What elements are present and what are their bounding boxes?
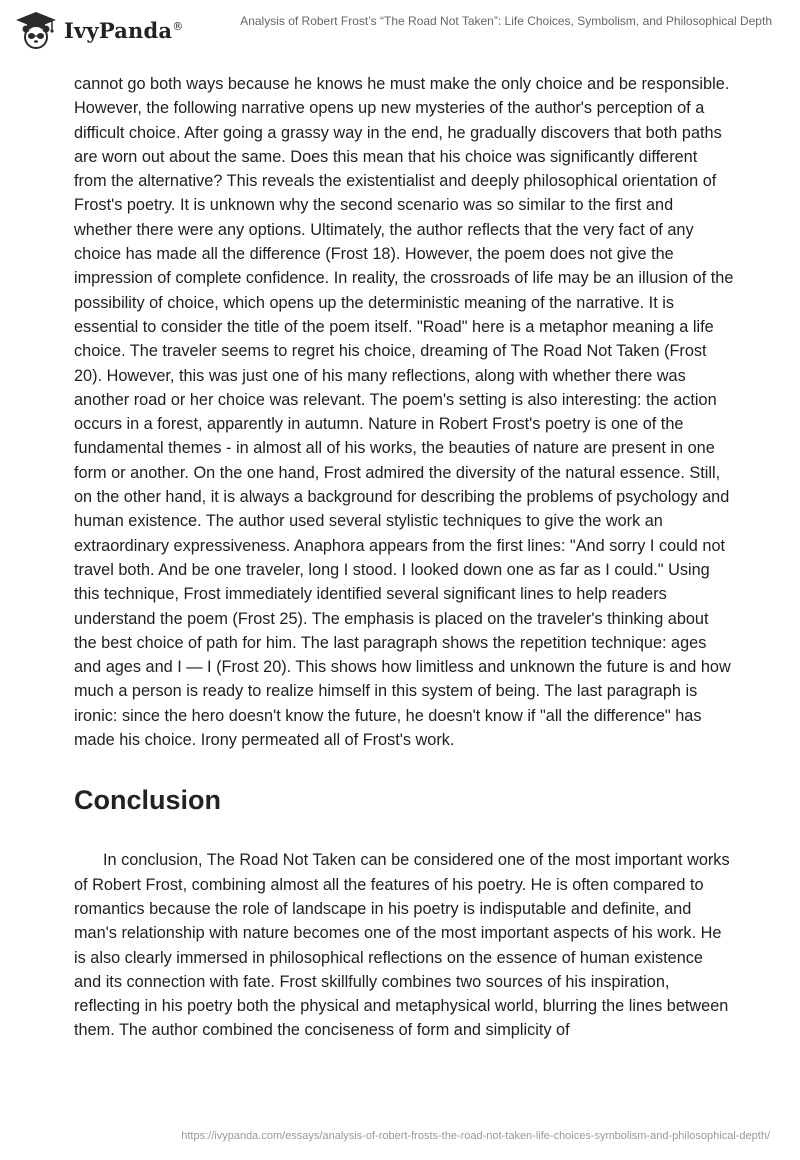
page-header — [0, 0, 800, 60]
source-url[interactable]: https://ivypanda.com/essays/analysis-of-robert-frosts-the-road-not-taken-life-choices-symbolism-and-philosophical-depth/ — [181, 1130, 770, 1142]
document-title: Analysis of Robert Frost’s “The Road Not Taken”: Life Choices, Symbolism, and Philosophical Depth — [240, 14, 772, 28]
ivypanda-logo[interactable] — [14, 10, 183, 50]
panda-graduate-icon — [14, 10, 58, 50]
conclusion-paragraph: In conclusion, The Road Not Taken can be considered one of the most important works of Robert Frost, combining almost all the features of his poetry. He is often compared to romantics because the role of landscape in his poetry is indisputable and definite, and man's relationship with nature becomes one of the most important aspects of his work. He is also clearly immersed in philosophical reflections on the essence of human existence and its connection with fate. Frost skillfully combines two sources of his inspiration, reflecting in his poetry both the physical and metaphysical world, blurring the lines between them. The author combined the conciseness of form and simplicity of — [74, 851, 730, 1040]
essay-content — [74, 72, 734, 1043]
section-heading-conclusion: Conclusion — [74, 785, 221, 816]
body-paragraph: cannot go both ways because he knows he must make the only choice and be responsible. However, the following narrative opens up new mysteries of the author's perception of a difficult choice. After going a grassy way in the end, he gradually discovers that both paths are worn out about the same. Does this mean that his choice was significantly different from the alternative? This reveals the existentialist and deeply philosophical orientation of Frost's poetry. It is unknown why the second scenario was so similar to the first and whether there were any options. Ultimately, the author reflects that the very fact of any choice has made all the difference (Frost 18). However, the poem does not give the impression of complete confidence. In reality, the crossroads of life may be an illusion of the possibility of choice, which opens up the deterministic meaning of the narrative. It is essential to consider the title of the poem itself. "Road" here is a metaphor meaning a life choice. The traveler seems to regret his choice, dreaming of The Road Not Taken (Frost 20). However, this was just one of his many reflections, along with whether there was another road or her choice was relevant. The poem's setting is also interesting: the action occurs in a forest, apparently in autumn. Nature in Robert Frost's poetry is one of the fundamental themes - in almost all of his works, the beauties of nature are present in one form or another. On the one hand, Frost admired the diversity of the natural essence. Still, on the other hand, it is always a background for describing the problems of psychology and human existence. The author used several stylistic techniques to give the work an extraordinary expressiveness. Anaphora appears from the first lines: "And sorry I could not travel both. And be one traveler, long I stood. I looked down one as far as I could." Using this technique, Frost immediately identified several significant lines to help readers understand the poem (Frost 25). The emphasis is placed on the traveler's thinking about the best choice of path for him. The last paragraph shows the repetition technique: ages and ages and I — I (Frost 20). This shows how limitless and unknown the future is and how much a person is ready to realize himself in this system of being. The last paragraph is ironic: since the hero doesn't know the future, he doesn't know if "all the difference" has made his choice. Irony permeated all of Frost's work. — [74, 75, 734, 750]
brand-name: IvyPanda® — [64, 17, 184, 43]
